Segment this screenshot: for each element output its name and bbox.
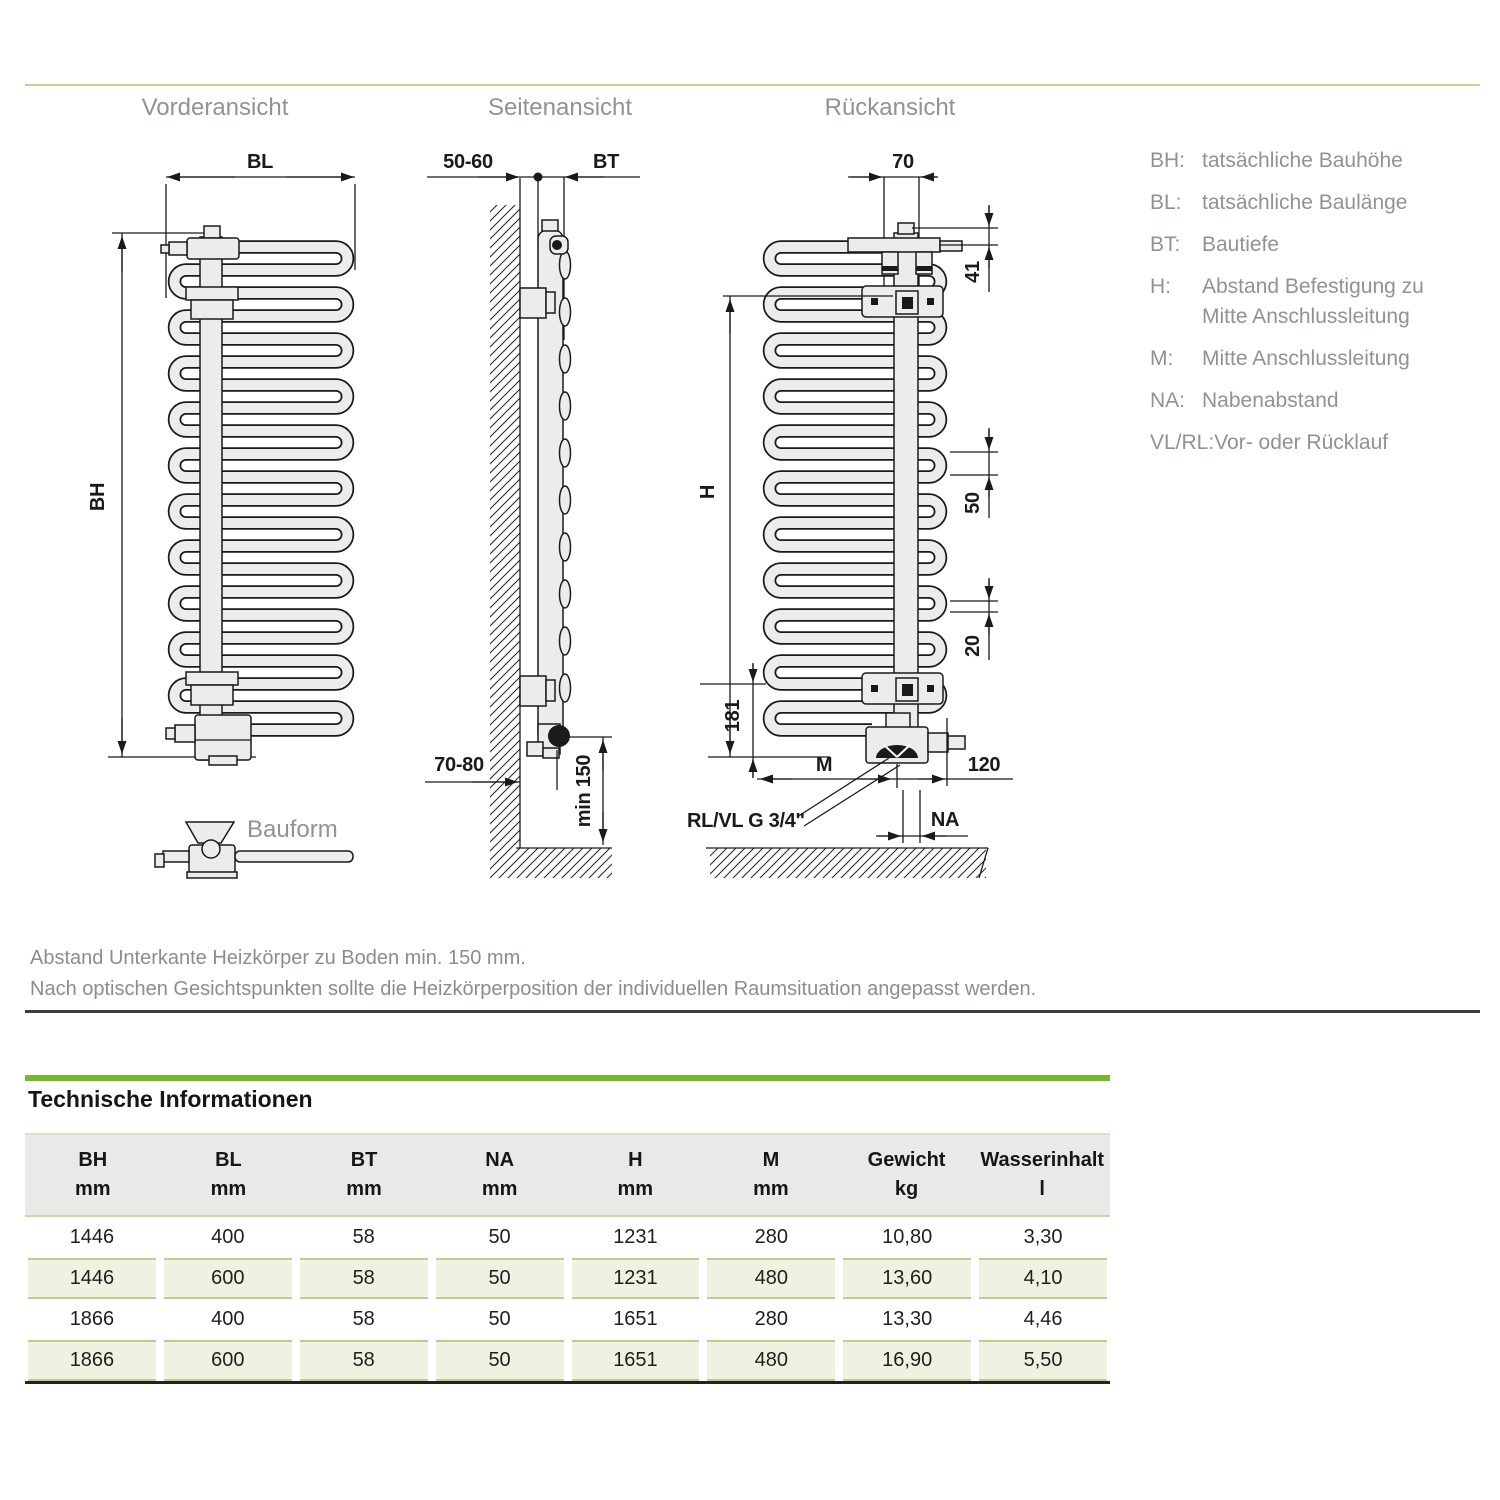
rear-upper-bracket — [862, 286, 943, 317]
table-cell: 50 — [436, 1258, 564, 1299]
table-cell: 16,90 — [843, 1340, 971, 1381]
legend-definition: Nabenabstand — [1202, 389, 1339, 412]
table-cell: 1231 — [613, 1226, 658, 1248]
legend-definition: Vor- oder Rücklauf — [1214, 431, 1389, 454]
dim-bh-label: BH — [87, 482, 109, 512]
column-header-bt: BT mm — [346, 1149, 382, 1200]
legend-row-bl — [1150, 188, 1490, 218]
side-upper-bracket — [520, 288, 555, 318]
table-cell: 10,80 — [882, 1226, 933, 1248]
table-cell: 600 — [164, 1340, 292, 1381]
table-accent-bar — [25, 1075, 1110, 1081]
legend-term: BH: — [1150, 149, 1186, 172]
dim-bottom-offset-label: 181 — [722, 699, 744, 733]
table-cell: 400 — [211, 1226, 245, 1248]
side-tube-bump — [560, 439, 571, 467]
dim-right-offset-label: 120 — [967, 754, 1001, 776]
side-view-drawing — [425, 151, 640, 878]
wall-hatch — [490, 205, 520, 878]
legend-row-vlrl — [1150, 428, 1490, 458]
dim-loop-gap-label: 50 — [962, 492, 984, 514]
table-cell: 480 — [707, 1258, 835, 1299]
column-header-gewicht: Gewicht kg — [867, 1149, 946, 1200]
dim-floor-gap-label: 70-80 — [434, 754, 484, 776]
dim-na-label: NA — [930, 809, 960, 831]
legend-definition: Mitte Anschlussleitung — [1202, 347, 1410, 370]
legend-row-m — [1150, 344, 1490, 374]
table-cell: 50 — [488, 1226, 511, 1248]
table-cell: 58 — [352, 1308, 375, 1330]
note-line-1: Abstand Unterkante Heizkörper zu Boden min. 150 mm. — [30, 947, 526, 969]
dim-bt-label: BT — [592, 151, 620, 173]
table-cell: 58 — [300, 1258, 428, 1299]
legend-row-bh — [1150, 146, 1490, 176]
floor-hatch-rear — [710, 848, 986, 878]
column-header-bh: BH mm — [75, 1149, 111, 1200]
side-tube-bump — [560, 251, 571, 279]
legend-definition: tatsächliche Baulänge — [1202, 191, 1408, 214]
side-tube-bump — [560, 392, 571, 420]
table-title: Technische Informationen — [28, 1086, 313, 1112]
table-cell: 4,10 — [979, 1258, 1107, 1299]
front-lower-bracket — [186, 672, 238, 705]
table-row — [25, 1217, 1110, 1258]
table-cell: 50 — [436, 1340, 564, 1381]
notes — [30, 943, 1036, 1005]
table-cell: 1866 — [69, 1308, 115, 1330]
legend-term: BL: — [1150, 191, 1182, 214]
rear-lower-bracket — [862, 673, 943, 704]
table-cell: 5,50 — [979, 1340, 1107, 1381]
side-tube-bump — [560, 298, 571, 326]
legend — [1150, 146, 1490, 470]
column-header-m: M mm — [753, 1149, 789, 1200]
table-cell: 280 — [754, 1308, 788, 1330]
table-row — [25, 1258, 1110, 1299]
notes-divider — [25, 1010, 1480, 1013]
table-cell: 58 — [352, 1226, 375, 1248]
dim-connection-label: RL/VL G 3/4'' — [687, 810, 805, 832]
legend-term: NA: — [1150, 389, 1186, 412]
table-cell: 1231 — [572, 1258, 700, 1299]
column-header-wasserinhalt: Wasserinhalt l — [980, 1149, 1105, 1200]
column-header-na: NA mm — [481, 1149, 518, 1200]
legend-definition: Abstand Befestigung zu Mitte Anschlussleitung — [1202, 275, 1424, 328]
legend-row-na — [1150, 386, 1490, 416]
dim-m-label: M — [815, 754, 833, 776]
front-view-title: Vorderansicht — [141, 94, 289, 121]
side-tube-bump — [560, 674, 571, 702]
floor-hatch-side — [520, 848, 612, 878]
side-tube-bump — [560, 533, 571, 561]
technical-drawing — [0, 0, 1060, 910]
table-cell: 58 — [300, 1340, 428, 1381]
table-row — [25, 1340, 1110, 1381]
dim-wall-gap-label: 50-60 — [443, 151, 493, 173]
table-row — [25, 1299, 1110, 1340]
front-upper-bracket — [186, 287, 238, 319]
table-cell: 600 — [164, 1258, 292, 1299]
legend-definition: tatsächliche Bauhöhe — [1202, 149, 1403, 172]
legend-term: M: — [1150, 347, 1174, 370]
table-cell: 280 — [754, 1226, 788, 1248]
rear-view-title: Rückansicht — [824, 94, 956, 121]
side-view-title: Seitenansicht — [487, 94, 633, 121]
dim-top-offset-label: 41 — [962, 261, 984, 283]
rear-view-drawing — [687, 151, 1013, 878]
legend-definition: Bautiefe — [1202, 233, 1280, 256]
legend-row-bt — [1150, 230, 1490, 260]
side-tube-bump — [560, 580, 571, 608]
dim-min-floor-label: min 150 — [573, 754, 595, 828]
dim-tube-gap-label: 20 — [962, 635, 984, 657]
column-header-bl: BL mm — [210, 1149, 247, 1200]
side-bottom-valve — [527, 724, 570, 758]
table-cell: 480 — [707, 1340, 835, 1381]
table-cell: 1446 — [28, 1258, 156, 1299]
table-cell: 1446 — [69, 1226, 115, 1248]
legend-term: BT: — [1150, 233, 1181, 256]
side-lower-bracket — [520, 676, 555, 706]
table-cell: 1651 — [572, 1340, 700, 1381]
table-cell: 13,30 — [882, 1308, 933, 1330]
dim-bracket-width-label: 70 — [892, 151, 914, 173]
side-tube-bump — [560, 345, 571, 373]
table-cell: 1651 — [613, 1308, 658, 1330]
table-cell: 13,60 — [843, 1258, 971, 1299]
side-tube-bump — [560, 627, 571, 655]
note-line-2: Nach optischen Gesichtspunkten sollte die Heizkörperposition der individuellen Raumsituation angepasst werden. — [30, 978, 1037, 1000]
legend-term: H: — [1150, 275, 1171, 298]
dim-bl-label: BL — [246, 151, 274, 173]
table-cell: 4,46 — [1023, 1308, 1063, 1330]
side-tube-bump — [560, 486, 571, 514]
bauform-label: Bauform — [247, 816, 338, 843]
table-cell: 50 — [488, 1308, 511, 1330]
front-top-valve — [161, 226, 239, 259]
dim-h-label: H — [697, 484, 719, 500]
legend-term: VL/RL: — [1150, 431, 1215, 454]
legend-row-h — [1150, 272, 1490, 332]
technical-table — [25, 1133, 1110, 1384]
table-cell: 3,30 — [1023, 1226, 1063, 1248]
table-header-row — [25, 1133, 1110, 1217]
front-view-drawing — [87, 151, 355, 878]
column-header-h: H mm — [617, 1149, 654, 1200]
table-cell: 1866 — [28, 1340, 156, 1381]
table-cell: 400 — [211, 1308, 245, 1330]
